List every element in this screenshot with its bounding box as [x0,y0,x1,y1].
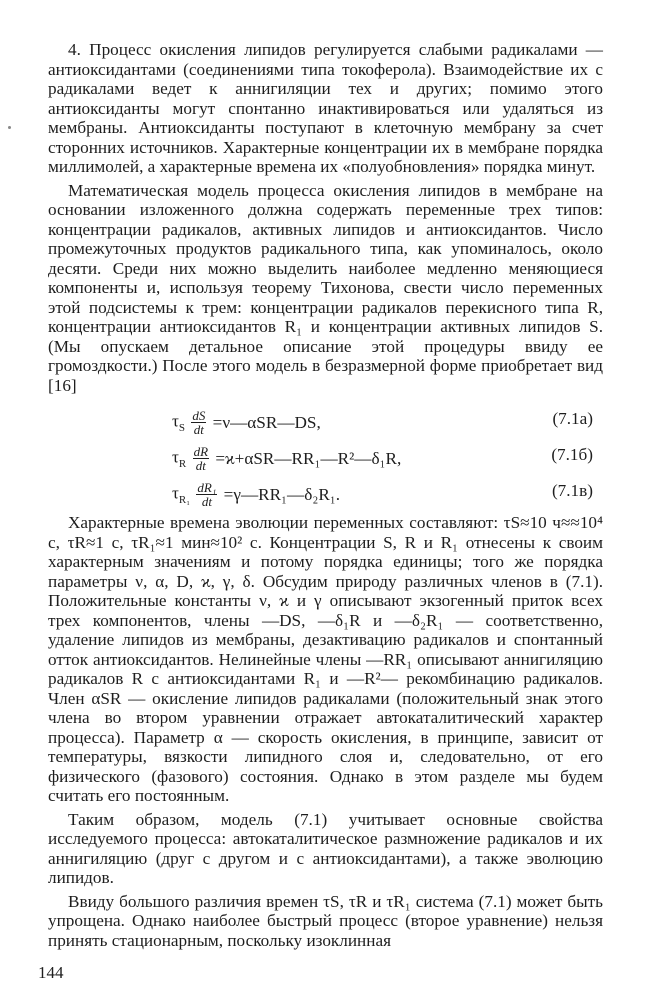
tau-subscript: S [178,421,186,434]
fraction-numerator: dS [192,408,206,423]
equation-label: (7.1в) [551,481,593,500]
tau-subscript: R₁ [178,493,191,506]
tau-symbol: τ [172,447,179,467]
equation-rhs: =ν—αSR—DS, [212,412,321,432]
fraction-denominator: dt [201,494,212,509]
derivative-fraction [196,481,217,508]
margin-speck [8,126,11,129]
paragraph-model-description: Математическая модель процесса окисления липидов в мембране на основании изложенного должна содержать переменные трех типов: концентрации радикалов, активных липидов и антиоксидантов. Число промежуточных продуктов радикального типа, как упоминалось, около десяти. Среди них можно выделить наиболее медленно меняющиеся компоненты и, используя теорему Тихонова, свести число переменных этой подсистемы к трем: концентрации радикалов перекисного типа R, концентрации антиоксидантов R₁ и концентрации активных липидов S. (Мы опускаем детальное описание этой процедуры ввиду ее громоздкости.) После этого модель в безразмерной форме приобретает вид [16] [48,180,603,395]
paragraph-antioxidants: 4. Процесс окисления липидов регулируется слабыми радикалами — антиоксидантами (соединениями типа токоферола). Взаимодействие их с радикалами ведет к аннигиляции тех и других; помимо этого антиоксиданты могут спонтанно инактивироваться или удаляться из мембраны. Антиоксиданты поступают в клеточную мембрану за счет сторонних источников. Характерные концентрации их в мембране порядка миллимолей, а характерные времена их «полуобновления» порядка минут. [48,40,603,176]
paragraph-simplification: Ввиду большого различия времен τS, τR и τR₁ система (7.1) может быть упрощена. Однако наиболее быстрый процесс (второе уравнение) нельзя принять стационарным, поскольку изоклинная [48,891,603,950]
equation-label: (7.1б) [551,445,593,464]
page-number: 144 [38,963,64,982]
tau-subscript: R [178,457,187,470]
page-body [48,40,603,950]
derivative-fraction [193,445,209,472]
equation-rhs: =γ—RR₁—δ₂R₁. [223,484,341,504]
equation-label: (7.1а) [552,409,593,428]
fraction-denominator: dt [193,422,204,437]
paragraph-time-scales: Характерные времена эволюции переменных составляют: τS≈10 ч≈≈10⁴ с, τR≈1 с, τR₁≈1 мин≈10² с. Концентрации S, R и R₁ отнесены к своим характерным значениям и потому порядка единицы; того же порядка параметры ν, α, D, ϰ, γ, δ. Обсудим природу различных членов в (7.1). Положительные константы ν, ϰ и γ описывают экзогенный приток всех трех компонентов, члены —DS, —δ₁R и —δ₂R₁ — соответственно, удаление липидов из мембраны, дезактивацию радикалов и спонтанный отток антиоксидантов. Нелинейные члены —RR₁ описывают аннигиляцию радикалов R с антиоксидантами R₁ и —R²— рекомбинацию радикалов. Член αSR — окисление липидов радикалами (положительный знак этого члена во втором уравнении отражает автокаталитический характер процесса). Параметр α — скорость окисления, в принципе, зависит от температуры, вязкости липидного слоя и, следовательно, от его физического (фазового) состояния. Однако в этом разделе мы будем считать его постоянным. [48,513,603,805]
fraction-denominator: dt [195,458,206,473]
fraction-numerator: dR [193,444,209,459]
tau-symbol: τ [172,483,179,503]
derivative-fraction [191,409,206,436]
equation-7-1a [48,401,603,437]
paragraph-summary: Таким образом, модель (7.1) учитывает основные свойства исследуемого процесса: автокаталитическое размножение радикалов и их аннигиляцию (друг с другом и с антиоксидантами), а также эволюцию липидов. [48,809,603,887]
equation-system [48,401,603,509]
equation-7-1b [48,437,603,473]
equation-7-1v [48,473,603,509]
equation-rhs: =ϰ+αSR—RR₁—R²—δ₁R, [215,448,402,468]
tau-symbol: τ [172,411,179,431]
fraction-numerator: dR₁ [197,480,217,495]
